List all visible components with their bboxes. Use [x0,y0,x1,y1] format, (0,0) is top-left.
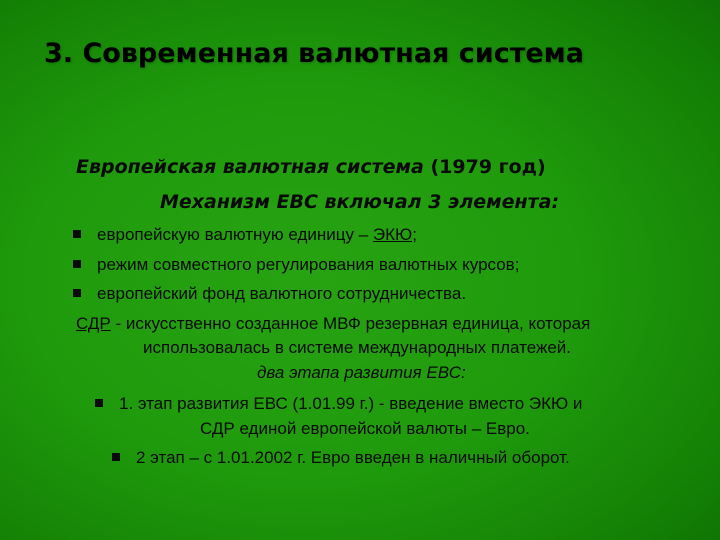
bullet-item-fund [73,283,466,305]
heading-italic: Европейская валютная система [76,156,424,178]
ecu-link[interactable]: ЭКЮ; [372,225,417,244]
bullet-text: европейский фонд валютного сотрудничества. [97,284,467,303]
bullet-square-icon [112,453,120,461]
bullet-square-icon [73,230,81,238]
sdr-link[interactable]: СДР [76,314,111,333]
sdr-text-1: - искусственно созданное МВФ резервная единица, которая [110,314,591,333]
bullet-item-exchange-rates [73,254,519,276]
bullet-square-icon [95,399,103,407]
mechanism-heading: Механизм ЕВС включал 3 элемента: [160,191,560,213]
bullet-text: европейскую валютную единицу – [97,225,373,244]
heading-european-monetary-system [76,156,546,178]
sdr-text-2: использовалась в системе международных платежей. [143,338,572,357]
stage-1-item [95,393,582,415]
bullet-item-ecu [73,224,417,246]
bullet-square-icon [73,260,81,268]
stage-1-line-2: СДР единой европейской валюты – Евро. [200,419,530,438]
bullet-square-icon [73,289,81,297]
bullet-text: режим совместного регулирования валютных курсов; [97,255,520,274]
stage-2-item [112,447,570,469]
stage-1-line-1: 1. этап развития ЕВС (1.01.99 г.) - введение вместо ЭКЮ и [119,394,583,413]
stages-heading: два этапа развития ЕВС: [257,363,466,382]
heading-year: (1979 год) [423,156,546,178]
sdr-definition [76,313,590,335]
stage-2-text: 2 этап – с 1.01.2002 г. Евро введен в наличный оборот. [136,448,570,467]
slide-title: 3. Современная валютная система [44,38,584,69]
